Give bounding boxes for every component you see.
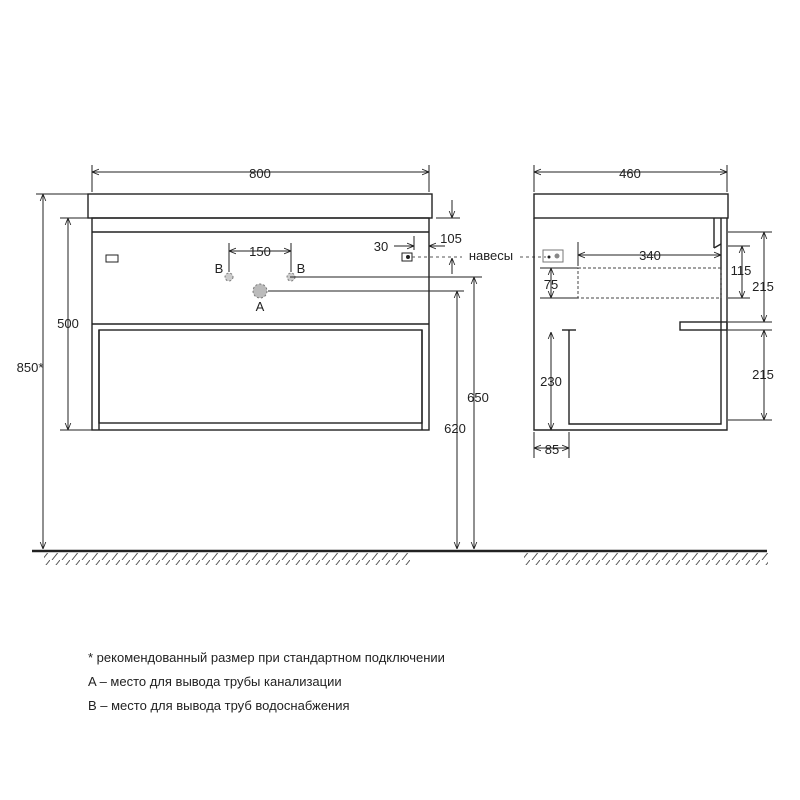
dim-85: 85 xyxy=(544,442,560,457)
side-shelf xyxy=(680,322,727,330)
label-b-right: B xyxy=(296,261,306,276)
dim-hinge-drop: 105 xyxy=(440,231,462,246)
label-b-left: B xyxy=(214,261,224,276)
dim-level-650: 650 xyxy=(467,390,489,405)
dim-body-height: 500 xyxy=(57,316,79,331)
drawer-front xyxy=(99,330,422,423)
legend-notes xyxy=(88,648,445,720)
dim-215-bottom: 215 xyxy=(752,367,774,382)
pipe-outlets xyxy=(225,273,295,298)
water-pipe-b-left xyxy=(225,273,233,281)
floor xyxy=(32,551,768,565)
side-hinge-marker xyxy=(543,250,563,262)
dim-pipe-spacing: 150 xyxy=(249,244,271,259)
dim-hinge-offset: 30 xyxy=(373,239,389,254)
dim-215-top: 215 xyxy=(752,279,774,294)
drain-pipe-a xyxy=(253,284,267,298)
dim-115: 115 xyxy=(730,263,752,278)
side-view xyxy=(534,194,728,430)
note-water-b: B – место для вывода труб водоснабжения xyxy=(88,698,350,713)
dim-230: 230 xyxy=(540,374,562,389)
dim-level-620: 620 xyxy=(444,421,466,436)
side-countertop xyxy=(534,194,728,218)
front-dimensions xyxy=(36,165,482,549)
dim-front-width: 800 xyxy=(249,166,271,181)
dim-install-height: 850* xyxy=(16,360,44,375)
note-drain-a: A – место для вывода трубы канализации xyxy=(88,674,342,689)
label-hinges: навесы xyxy=(468,248,514,263)
dim-75: 75 xyxy=(543,277,559,292)
dim-drawer-depth: 340 xyxy=(639,248,661,263)
label-a: A xyxy=(255,299,265,314)
countertop xyxy=(88,194,432,218)
dim-side-depth: 460 xyxy=(619,166,641,181)
side-drawer-outline xyxy=(578,268,721,298)
note-recommended: * рекомендованный размер при стандартном подключении xyxy=(88,650,445,665)
